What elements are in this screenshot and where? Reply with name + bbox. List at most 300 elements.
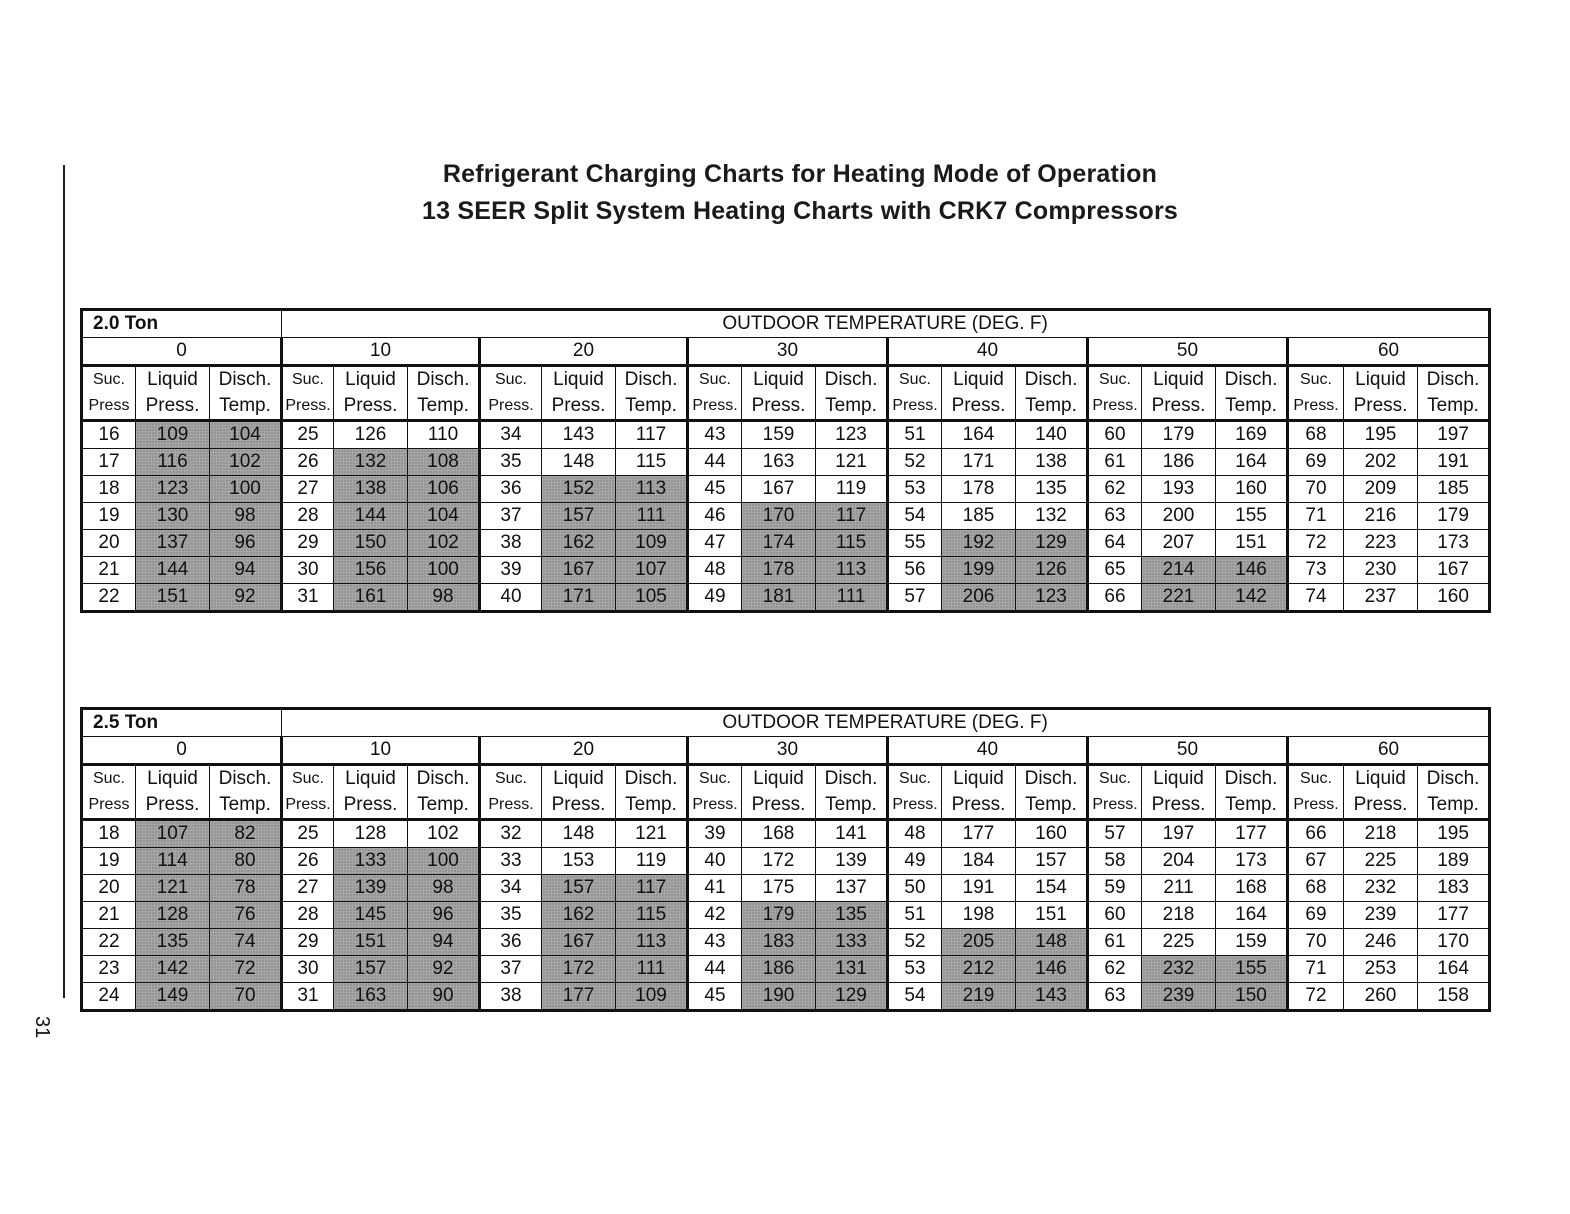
discharge-temp-cell: 94 (210, 557, 282, 584)
discharge-temp-cell: 185 (1418, 476, 1490, 503)
suction-pressure-cell: 37 (480, 956, 542, 983)
liquid-pressure-header: Press. (334, 792, 408, 820)
discharge-temp-header: Disch. (1216, 765, 1288, 793)
discharge-temp-cell: 121 (816, 449, 888, 476)
suction-pressure-header: Suc. (888, 765, 942, 793)
liquid-pressure-header: Press. (136, 393, 210, 421)
liquid-pressure-cell: 186 (742, 956, 816, 983)
liquid-pressure-cell: 195 (1344, 421, 1418, 449)
liquid-pressure-header: Liquid (1344, 765, 1418, 793)
suction-pressure-cell: 29 (282, 929, 334, 956)
temperature-header: 50 (1088, 737, 1288, 765)
liquid-pressure-cell: 153 (542, 848, 616, 875)
temperature-header: 10 (282, 737, 480, 765)
discharge-temp-header: Temp. (816, 792, 888, 820)
discharge-temp-cell: 151 (1016, 902, 1088, 929)
suction-pressure-cell: 35 (480, 449, 542, 476)
suction-pressure-cell: 38 (480, 983, 542, 1011)
discharge-temp-cell: 105 (616, 584, 688, 612)
discharge-temp-cell: 104 (210, 421, 282, 449)
temperature-header: 30 (688, 737, 888, 765)
suction-pressure-cell: 25 (282, 820, 334, 848)
chart-subtitle: 13 SEER Split System Heating Charts with CRK7 Compressors (421, 197, 1179, 225)
liquid-pressure-header: Liquid (942, 765, 1016, 793)
liquid-pressure-cell: 239 (1142, 983, 1216, 1011)
liquid-pressure-cell: 205 (942, 929, 1016, 956)
discharge-temp-header: Temp. (408, 393, 480, 421)
discharge-temp-cell: 80 (210, 848, 282, 875)
liquid-pressure-header: Liquid (136, 366, 210, 394)
liquid-pressure-cell: 174 (742, 530, 816, 557)
liquid-pressure-cell: 246 (1344, 929, 1418, 956)
suction-pressure-cell: 61 (1088, 929, 1142, 956)
liquid-pressure-cell: 191 (942, 875, 1016, 902)
liquid-pressure-cell: 148 (542, 820, 616, 848)
suction-pressure-cell: 63 (1088, 983, 1142, 1011)
discharge-temp-cell: 70 (210, 983, 282, 1011)
suction-pressure-cell: 56 (888, 557, 942, 584)
liquid-pressure-cell: 109 (136, 421, 210, 449)
liquid-pressure-cell: 175 (742, 875, 816, 902)
suction-pressure-cell: 43 (688, 421, 742, 449)
liquid-pressure-cell: 121 (136, 875, 210, 902)
discharge-temp-cell: 92 (408, 956, 480, 983)
liquid-pressure-cell: 151 (334, 929, 408, 956)
discharge-temp-cell: 117 (816, 503, 888, 530)
suction-pressure-header: Press. (1288, 792, 1344, 820)
suction-pressure-cell: 28 (282, 503, 334, 530)
liquid-pressure-cell: 143 (542, 421, 616, 449)
suction-pressure-cell: 42 (688, 902, 742, 929)
charging-table-2-0-ton (80, 308, 1491, 613)
charging-table-2-5-ton (80, 707, 1491, 1012)
suction-pressure-cell: 74 (1288, 584, 1344, 612)
discharge-temp-cell: 170 (1418, 929, 1490, 956)
suction-pressure-cell: 62 (1088, 956, 1142, 983)
liquid-pressure-cell: 237 (1344, 584, 1418, 612)
suction-pressure-cell: 16 (82, 421, 136, 449)
suction-pressure-cell: 44 (688, 956, 742, 983)
discharge-temp-header: Disch. (1418, 765, 1490, 793)
suction-pressure-header: Suc. (688, 366, 742, 394)
discharge-temp-cell: 197 (1418, 421, 1490, 449)
discharge-temp-cell: 167 (1418, 557, 1490, 584)
liquid-pressure-header: Press. (1344, 792, 1418, 820)
table-row (82, 956, 1490, 983)
suction-pressure-cell: 51 (888, 902, 942, 929)
discharge-temp-header: Temp. (1216, 393, 1288, 421)
discharge-temp-cell: 121 (616, 820, 688, 848)
table-row (82, 421, 1490, 449)
discharge-temp-cell: 107 (616, 557, 688, 584)
discharge-temp-cell: 115 (616, 449, 688, 476)
liquid-pressure-cell: 135 (136, 929, 210, 956)
suction-pressure-cell: 68 (1288, 421, 1344, 449)
suction-pressure-cell: 40 (688, 848, 742, 875)
liquid-pressure-cell: 212 (942, 956, 1016, 983)
discharge-temp-cell: 173 (1216, 848, 1288, 875)
table-row (82, 449, 1490, 476)
discharge-temp-header: Disch. (616, 765, 688, 793)
liquid-pressure-cell: 157 (542, 875, 616, 902)
liquid-pressure-cell: 123 (136, 476, 210, 503)
discharge-temp-cell: 177 (1418, 902, 1490, 929)
discharge-temp-cell: 142 (1216, 584, 1288, 612)
liquid-pressure-cell: 133 (334, 848, 408, 875)
suction-pressure-cell: 17 (82, 449, 136, 476)
discharge-temp-cell: 164 (1216, 449, 1288, 476)
suction-pressure-cell: 54 (888, 983, 942, 1011)
liquid-pressure-cell: 214 (1142, 557, 1216, 584)
liquid-pressure-cell: 219 (942, 983, 1016, 1011)
suction-pressure-header: Press. (282, 393, 334, 421)
liquid-pressure-cell: 178 (942, 476, 1016, 503)
suction-pressure-cell: 71 (1288, 503, 1344, 530)
discharge-temp-cell: 96 (210, 530, 282, 557)
liquid-pressure-cell: 211 (1142, 875, 1216, 902)
discharge-temp-cell: 100 (408, 848, 480, 875)
liquid-pressure-cell: 152 (542, 476, 616, 503)
chart-title: Refrigerant Charging Charts for Heating Mode of Operation (442, 160, 1158, 188)
liquid-pressure-cell: 183 (742, 929, 816, 956)
liquid-pressure-cell: 162 (542, 902, 616, 929)
liquid-pressure-cell: 209 (1344, 476, 1418, 503)
discharge-temp-header: Disch. (1016, 765, 1088, 793)
suction-pressure-cell: 19 (82, 503, 136, 530)
discharge-temp-header: Disch. (1016, 366, 1088, 394)
discharge-temp-cell: 109 (616, 983, 688, 1011)
liquid-pressure-cell: 198 (942, 902, 1016, 929)
discharge-temp-cell: 102 (408, 530, 480, 557)
suction-pressure-cell: 40 (480, 584, 542, 612)
suction-pressure-header: Suc. (1088, 765, 1142, 793)
discharge-temp-cell: 104 (408, 503, 480, 530)
liquid-pressure-cell: 216 (1344, 503, 1418, 530)
discharge-temp-cell: 94 (408, 929, 480, 956)
discharge-temp-cell: 158 (1418, 983, 1490, 1011)
suction-pressure-cell: 27 (282, 476, 334, 503)
discharge-temp-cell: 110 (408, 421, 480, 449)
suction-pressure-cell: 59 (1088, 875, 1142, 902)
temperature-header: 20 (480, 737, 688, 765)
liquid-pressure-cell: 202 (1344, 449, 1418, 476)
table-row (82, 557, 1490, 584)
discharge-temp-cell: 183 (1418, 875, 1490, 902)
table-row (82, 503, 1490, 530)
discharge-temp-cell: 157 (1016, 848, 1088, 875)
liquid-pressure-cell: 199 (942, 557, 1016, 584)
temperature-header: 0 (82, 737, 282, 765)
discharge-temp-cell: 168 (1216, 875, 1288, 902)
discharge-temp-cell: 154 (1016, 875, 1088, 902)
suction-pressure-cell: 30 (282, 557, 334, 584)
discharge-temp-header: Temp. (1418, 393, 1490, 421)
table-row (82, 902, 1490, 929)
suction-pressure-header: Suc. (82, 366, 136, 394)
liquid-pressure-cell: 171 (542, 584, 616, 612)
suction-pressure-cell: 24 (82, 983, 136, 1011)
suction-pressure-cell: 29 (282, 530, 334, 557)
liquid-pressure-cell: 218 (1142, 902, 1216, 929)
suction-pressure-cell: 22 (82, 584, 136, 612)
suction-pressure-cell: 33 (480, 848, 542, 875)
suction-pressure-cell: 72 (1288, 530, 1344, 557)
liquid-pressure-cell: 107 (136, 820, 210, 848)
suction-pressure-cell: 20 (82, 530, 136, 557)
suction-pressure-cell: 69 (1288, 902, 1344, 929)
liquid-pressure-header: Press. (942, 393, 1016, 421)
discharge-temp-cell: 123 (816, 421, 888, 449)
discharge-temp-header: Disch. (408, 765, 480, 793)
table-row (82, 820, 1490, 848)
liquid-pressure-cell: 163 (334, 983, 408, 1011)
discharge-temp-header: Disch. (1418, 366, 1490, 394)
liquid-pressure-cell: 193 (1142, 476, 1216, 503)
suction-pressure-cell: 37 (480, 503, 542, 530)
discharge-temp-cell: 100 (210, 476, 282, 503)
suction-pressure-header: Press. (888, 792, 942, 820)
discharge-temp-header: Temp. (816, 393, 888, 421)
suction-pressure-header: Suc. (282, 765, 334, 793)
suction-pressure-cell: 18 (82, 820, 136, 848)
discharge-temp-cell: 133 (816, 929, 888, 956)
discharge-temp-cell: 117 (616, 875, 688, 902)
liquid-pressure-cell: 116 (136, 449, 210, 476)
suction-pressure-header: Press. (480, 393, 542, 421)
liquid-pressure-header: Press. (542, 393, 616, 421)
discharge-temp-header: Disch. (1216, 366, 1288, 394)
suction-pressure-cell: 31 (282, 584, 334, 612)
suction-pressure-cell: 23 (82, 956, 136, 983)
discharge-temp-cell: 100 (408, 557, 480, 584)
suction-pressure-header: Press. (888, 393, 942, 421)
liquid-pressure-cell: 128 (136, 902, 210, 929)
discharge-temp-cell: 102 (210, 449, 282, 476)
discharge-temp-cell: 113 (616, 476, 688, 503)
suction-pressure-cell: 52 (888, 929, 942, 956)
discharge-temp-header: Temp. (210, 792, 282, 820)
discharge-temp-header: Temp. (1016, 792, 1088, 820)
suction-pressure-cell: 20 (82, 875, 136, 902)
liquid-pressure-cell: 225 (1344, 848, 1418, 875)
discharge-temp-header: Disch. (816, 366, 888, 394)
table-row (82, 848, 1490, 875)
discharge-temp-cell: 74 (210, 929, 282, 956)
suction-pressure-cell: 72 (1288, 983, 1344, 1011)
discharge-temp-cell: 76 (210, 902, 282, 929)
suction-pressure-cell: 28 (282, 902, 334, 929)
suction-pressure-header: Press. (688, 393, 742, 421)
discharge-temp-cell: 119 (616, 848, 688, 875)
liquid-pressure-cell: 186 (1142, 449, 1216, 476)
discharge-temp-cell: 173 (1418, 530, 1490, 557)
liquid-pressure-cell: 177 (542, 983, 616, 1011)
liquid-pressure-cell: 144 (136, 557, 210, 584)
discharge-temp-cell: 155 (1216, 956, 1288, 983)
discharge-temp-cell: 160 (1418, 584, 1490, 612)
suction-pressure-cell: 55 (888, 530, 942, 557)
suction-pressure-cell: 57 (888, 584, 942, 612)
discharge-temp-cell: 113 (616, 929, 688, 956)
suction-pressure-cell: 43 (688, 929, 742, 956)
ton-label: 2.0 Ton (82, 310, 282, 338)
liquid-pressure-cell: 168 (742, 820, 816, 848)
discharge-temp-cell: 169 (1216, 421, 1288, 449)
discharge-temp-cell: 141 (816, 820, 888, 848)
liquid-pressure-cell: 128 (334, 820, 408, 848)
liquid-pressure-cell: 144 (334, 503, 408, 530)
suction-pressure-cell: 48 (688, 557, 742, 584)
temperature-header: 20 (480, 338, 688, 366)
liquid-pressure-header: Press. (742, 792, 816, 820)
suction-pressure-cell: 49 (888, 848, 942, 875)
suction-pressure-header: Suc. (82, 765, 136, 793)
discharge-temp-cell: 143 (1016, 983, 1088, 1011)
liquid-pressure-cell: 159 (742, 421, 816, 449)
discharge-temp-cell: 131 (816, 956, 888, 983)
liquid-pressure-cell: 130 (136, 503, 210, 530)
liquid-pressure-cell: 163 (742, 449, 816, 476)
discharge-temp-header: Temp. (616, 792, 688, 820)
liquid-pressure-cell: 190 (742, 983, 816, 1011)
suction-pressure-cell: 68 (1288, 875, 1344, 902)
suction-pressure-cell: 69 (1288, 449, 1344, 476)
liquid-pressure-cell: 150 (334, 530, 408, 557)
liquid-pressure-header: Press. (334, 393, 408, 421)
liquid-pressure-header: Press. (742, 393, 816, 421)
temperature-header: 40 (888, 737, 1088, 765)
discharge-temp-cell: 138 (1016, 449, 1088, 476)
liquid-pressure-cell: 171 (942, 449, 1016, 476)
discharge-temp-cell: 106 (408, 476, 480, 503)
suction-pressure-header: Suc. (688, 765, 742, 793)
suction-pressure-cell: 53 (888, 956, 942, 983)
discharge-temp-cell: 191 (1418, 449, 1490, 476)
liquid-pressure-cell: 204 (1142, 848, 1216, 875)
discharge-temp-cell: 117 (616, 421, 688, 449)
temperature-header: 30 (688, 338, 888, 366)
liquid-pressure-header: Liquid (1344, 366, 1418, 394)
suction-pressure-cell: 52 (888, 449, 942, 476)
liquid-pressure-cell: 239 (1344, 902, 1418, 929)
discharge-temp-header: Disch. (816, 765, 888, 793)
liquid-pressure-cell: 164 (942, 421, 1016, 449)
liquid-pressure-cell: 132 (334, 449, 408, 476)
liquid-pressure-cell: 197 (1142, 820, 1216, 848)
liquid-pressure-cell: 170 (742, 503, 816, 530)
outdoor-temperature-label: OUTDOOR TEMPERATURE (DEG. F) (282, 310, 1490, 338)
liquid-pressure-cell: 179 (742, 902, 816, 929)
liquid-pressure-header: Liquid (542, 765, 616, 793)
suction-pressure-cell: 21 (82, 557, 136, 584)
liquid-pressure-header: Press. (542, 792, 616, 820)
liquid-pressure-cell: 200 (1142, 503, 1216, 530)
suction-pressure-cell: 70 (1288, 929, 1344, 956)
liquid-pressure-cell: 167 (542, 557, 616, 584)
discharge-temp-header: Disch. (210, 366, 282, 394)
liquid-pressure-header: Liquid (742, 765, 816, 793)
discharge-temp-cell: 111 (616, 956, 688, 983)
suction-pressure-header: Suc. (888, 366, 942, 394)
ton-label: 2.5 Ton (82, 709, 282, 737)
table-row (82, 929, 1490, 956)
suction-pressure-header: Suc. (480, 765, 542, 793)
temperature-header: 50 (1088, 338, 1288, 366)
suction-pressure-cell: 53 (888, 476, 942, 503)
suction-pressure-cell: 66 (1088, 584, 1142, 612)
liquid-pressure-header: Press. (1344, 393, 1418, 421)
suction-pressure-header: Press (82, 792, 136, 820)
discharge-temp-cell: 177 (1216, 820, 1288, 848)
discharge-temp-cell: 90 (408, 983, 480, 1011)
liquid-pressure-header: Liquid (334, 765, 408, 793)
discharge-temp-cell: 195 (1418, 820, 1490, 848)
suction-pressure-cell: 45 (688, 983, 742, 1011)
suction-pressure-cell: 19 (82, 848, 136, 875)
discharge-temp-cell: 92 (210, 584, 282, 612)
temperature-header: 0 (82, 338, 282, 366)
discharge-temp-cell: 135 (1016, 476, 1088, 503)
liquid-pressure-cell: 145 (334, 902, 408, 929)
discharge-temp-header: Disch. (210, 765, 282, 793)
liquid-pressure-cell: 167 (742, 476, 816, 503)
liquid-pressure-cell: 157 (542, 503, 616, 530)
liquid-pressure-cell: 223 (1344, 530, 1418, 557)
discharge-temp-cell: 140 (1016, 421, 1088, 449)
table-row (82, 983, 1490, 1011)
liquid-pressure-cell: 260 (1344, 983, 1418, 1011)
suction-pressure-cell: 44 (688, 449, 742, 476)
discharge-temp-header: Disch. (616, 366, 688, 394)
discharge-temp-cell: 148 (1016, 929, 1088, 956)
liquid-pressure-header: Liquid (542, 366, 616, 394)
suction-pressure-cell: 47 (688, 530, 742, 557)
suction-pressure-cell: 35 (480, 902, 542, 929)
discharge-temp-cell: 123 (1016, 584, 1088, 612)
liquid-pressure-header: Liquid (1142, 366, 1216, 394)
table-row (82, 875, 1490, 902)
suction-pressure-cell: 34 (480, 875, 542, 902)
discharge-temp-cell: 102 (408, 820, 480, 848)
suction-pressure-cell: 54 (888, 503, 942, 530)
discharge-temp-cell: 78 (210, 875, 282, 902)
suction-pressure-cell: 31 (282, 983, 334, 1011)
suction-pressure-cell: 57 (1088, 820, 1142, 848)
suction-pressure-header: Press (82, 393, 136, 421)
liquid-pressure-header: Liquid (136, 765, 210, 793)
suction-pressure-cell: 60 (1088, 902, 1142, 929)
liquid-pressure-cell: 137 (136, 530, 210, 557)
discharge-temp-header: Temp. (408, 792, 480, 820)
suction-pressure-cell: 30 (282, 956, 334, 983)
discharge-temp-cell: 159 (1216, 929, 1288, 956)
table-row (82, 530, 1490, 557)
suction-pressure-cell: 39 (688, 820, 742, 848)
discharge-temp-cell: 150 (1216, 983, 1288, 1011)
liquid-pressure-cell: 161 (334, 584, 408, 612)
discharge-temp-header: Temp. (1418, 792, 1490, 820)
liquid-pressure-cell: 207 (1142, 530, 1216, 557)
table-row (82, 584, 1490, 612)
discharge-temp-header: Temp. (1216, 792, 1288, 820)
discharge-temp-cell: 113 (816, 557, 888, 584)
discharge-temp-cell: 98 (408, 584, 480, 612)
suction-pressure-cell: 27 (282, 875, 334, 902)
discharge-temp-cell: 155 (1216, 503, 1288, 530)
liquid-pressure-cell: 151 (136, 584, 210, 612)
liquid-pressure-header: Liquid (1142, 765, 1216, 793)
liquid-pressure-cell: 172 (542, 956, 616, 983)
